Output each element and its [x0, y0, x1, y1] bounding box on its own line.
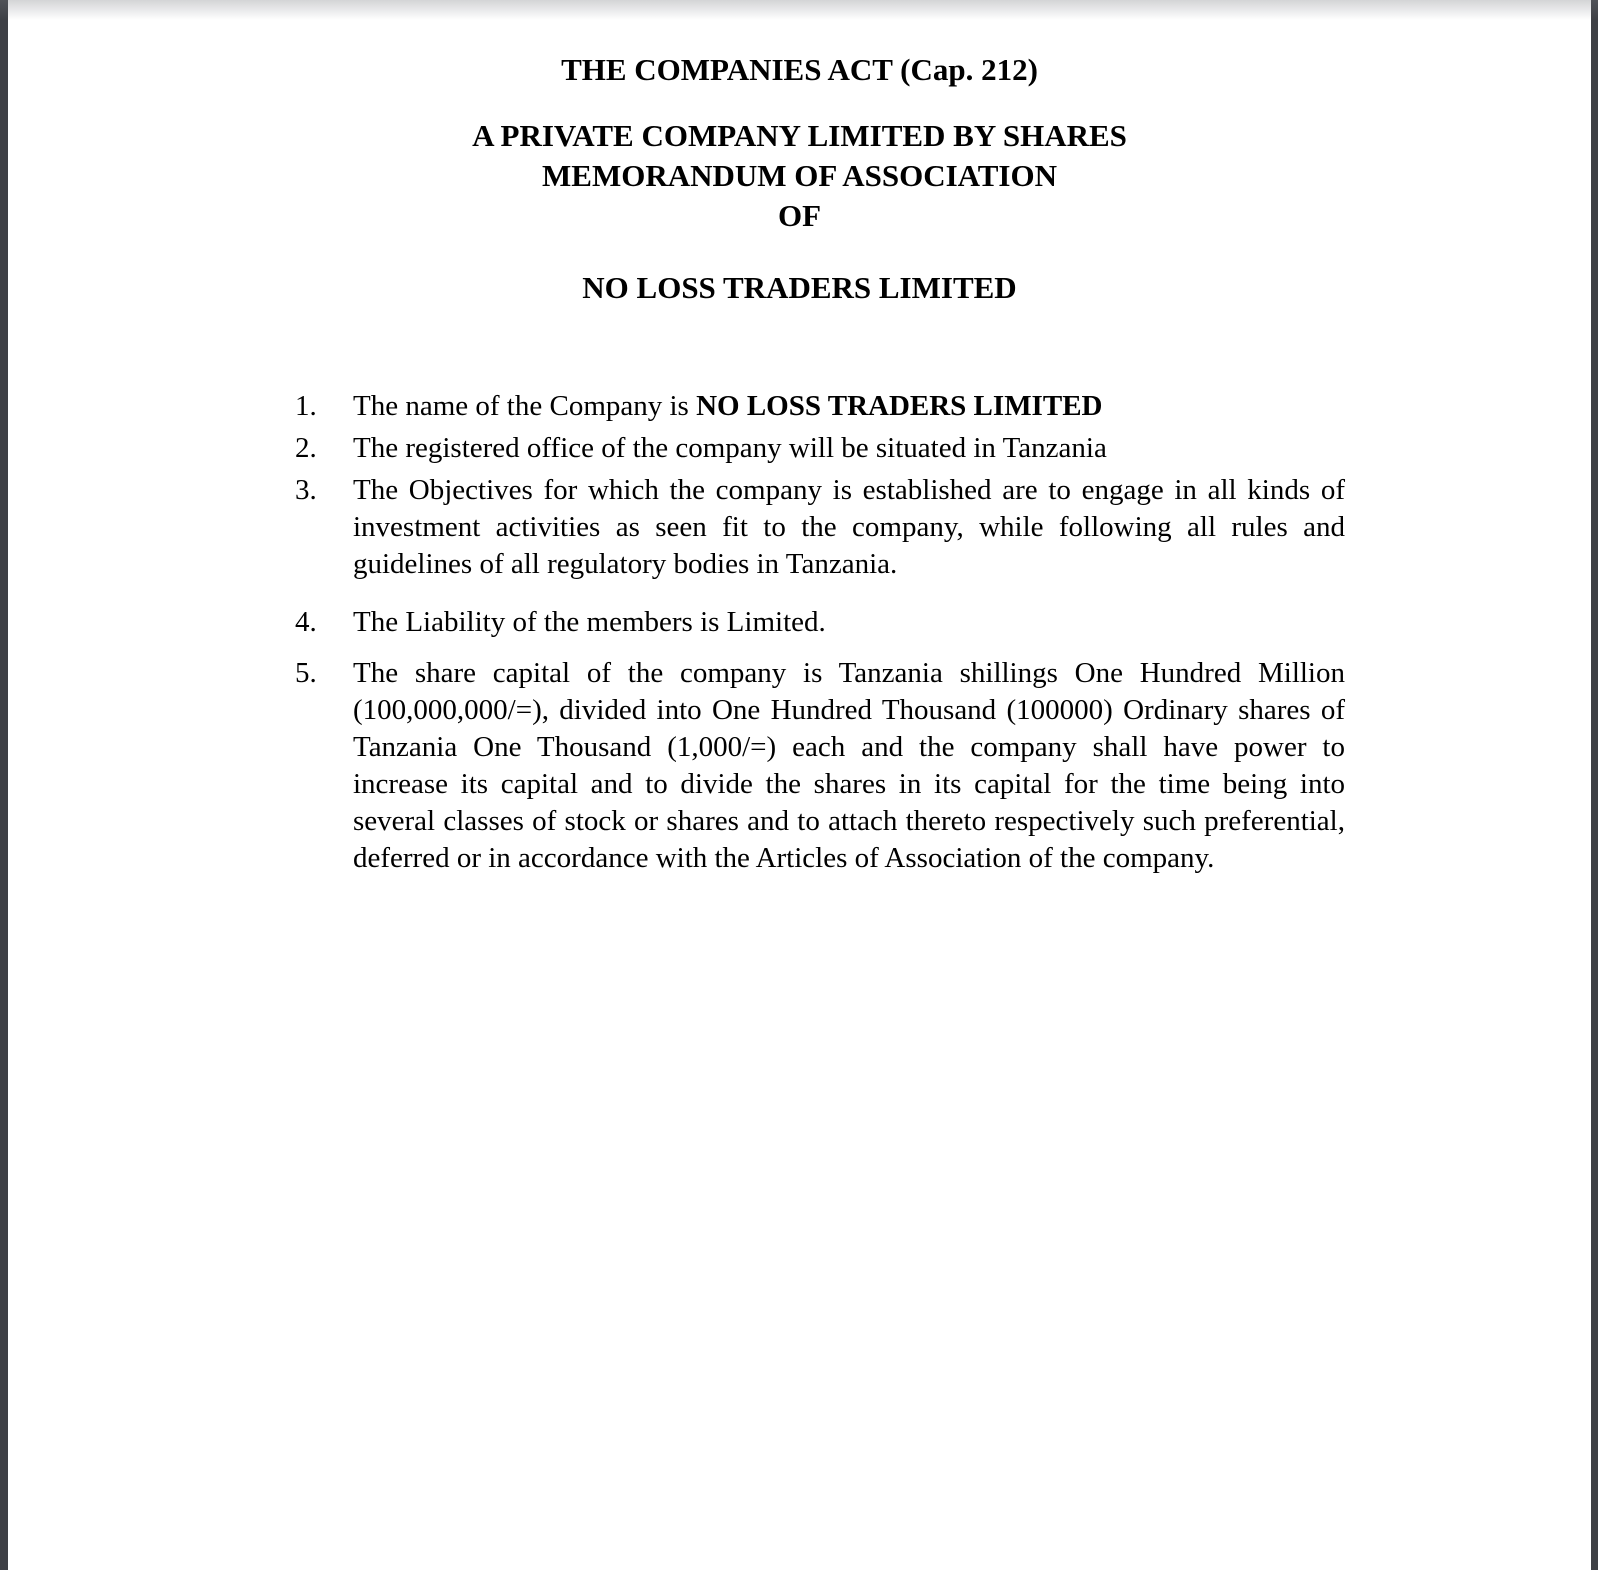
company-type-line: A PRIVATE COMPANY LIMITED BY SHARES: [472, 118, 1127, 153]
doc-type-line: MEMORANDUM OF ASSOCIATION: [542, 158, 1057, 193]
document-page: [8, 0, 1591, 1570]
clause-1: [295, 388, 1345, 425]
viewer-edge-right: [1591, 0, 1598, 1570]
subtitle-block: [8, 116, 1591, 236]
viewer-edge-left: [0, 0, 8, 1570]
clause-3-number: 3.: [295, 474, 317, 506]
clause-2: [295, 430, 1345, 467]
act-title: THE COMPANIES ACT (Cap. 212): [561, 52, 1038, 87]
clause-3-text: The Objectives for which the company is established are to engage in all kinds of investment activities as seen fit to the company, while following all rules and guidelines of all regulatory bodies in Tanzania.: [353, 474, 1345, 580]
clause-2-number: 2.: [295, 432, 317, 464]
clause-4-text: The Liability of the members is Limited.: [353, 606, 826, 638]
clause-5-text: The share capital of the company is Tanzania shillings One Hundred Million (100,000,000/=), divided into One Hundred Thousand (100000) Ordinary shares of Tanzania One Thousand (1,000/=) each and the company shall have power to increase its capital and to divide the shares in its capital for the time being into several classes of stock or shares and to attach thereto respectively such preferential, deferred or in accordance with the Articles of Association of the company.: [353, 657, 1345, 874]
clause-1-number: 1.: [295, 390, 317, 422]
clause-4: [295, 604, 1345, 641]
clause-3: [295, 472, 1345, 583]
clause-list: [295, 388, 1345, 877]
clause-5: [295, 655, 1345, 877]
of-line: OF: [777, 198, 822, 233]
company-name-heading: NO LOSS TRADERS LIMITED: [582, 270, 1017, 305]
clause-1-company-name-bold: NO LOSS TRADERS LIMITED: [696, 390, 1103, 422]
clause-1-text: The name of the Company is: [353, 390, 697, 422]
clause-5-number: 5.: [295, 657, 317, 689]
clause-2-text: The registered office of the company will be situated in Tanzania: [353, 432, 1107, 464]
clause-4-number: 4.: [295, 606, 317, 638]
